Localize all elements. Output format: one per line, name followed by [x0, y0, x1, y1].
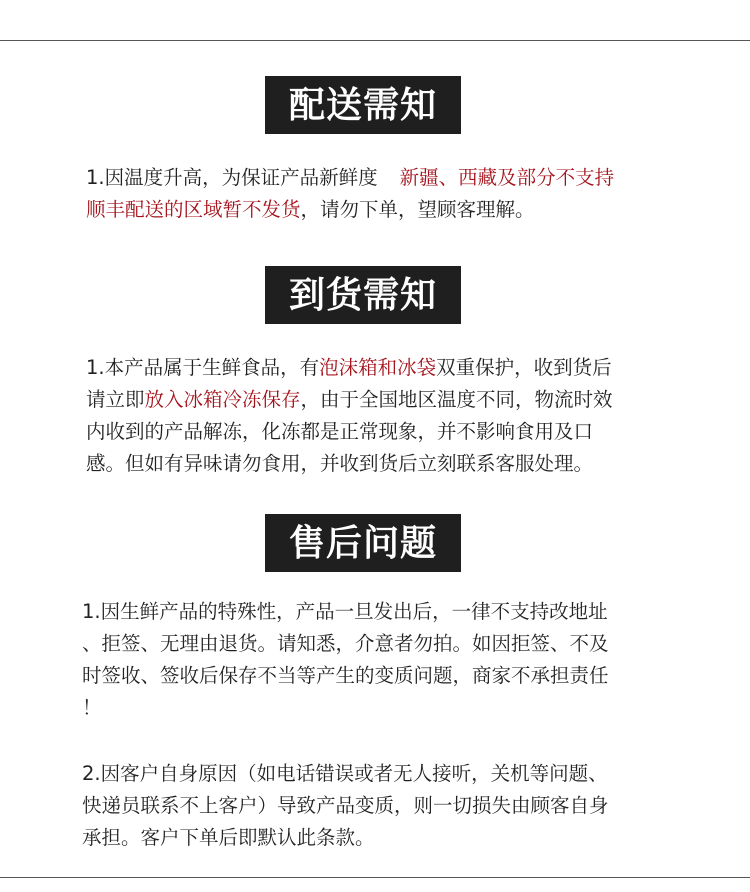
- after-sales-paragraph-2: [82, 758, 609, 854]
- paragraph-line: [86, 194, 614, 226]
- text-segment: ，请勿下单，望顾客理解。: [300, 198, 535, 221]
- text-segment: 双重保护，收到货后: [436, 356, 612, 379]
- paragraph-line: [86, 162, 614, 194]
- text-segment: ，由于全国地区温度不同，物流时效: [300, 388, 613, 411]
- text-segment: 请立即: [86, 388, 145, 411]
- delivery-notice-heading: 配送需知: [265, 76, 461, 134]
- paragraph-line: 内收到的产品解冻，化冻都是正常现象，并不影响食用及口: [86, 420, 594, 443]
- highlight-text: 新疆、西藏及部分不支持: [399, 166, 615, 189]
- arrival-notice-paragraph: [86, 352, 613, 480]
- paragraph-line: [86, 352, 613, 384]
- highlight-text: 放入冰箱冷冻保存: [144, 388, 301, 411]
- text-segment: 1.本产品属于生鲜食品，有: [86, 356, 320, 379]
- text-segment: 1.因温度升高，为保证产品新鲜度: [86, 166, 378, 189]
- paragraph-line: 时签收、签收后保存不当等产生的变质问题，商家不承担责任: [82, 664, 609, 687]
- paragraph-line: ！: [82, 696, 102, 719]
- after-sales-heading: 售后问题: [265, 514, 461, 572]
- paragraph-line: 承担。客户下单后即默认此条款。: [82, 826, 375, 849]
- paragraph-line: 感。但如有异味请勿食用，并收到货后立刻联系客服处理。: [86, 452, 594, 475]
- arrival-notice-heading: 到货需知: [265, 266, 461, 324]
- paragraph-line: [86, 384, 613, 416]
- top-divider: [0, 40, 750, 41]
- highlight-text: 泡沫箱和冰袋: [319, 356, 437, 379]
- paragraph-line: 2.因客户自身原因（如电话错误或者无人接听，关机等问题、: [82, 762, 608, 785]
- delivery-notice-paragraph: [86, 162, 614, 226]
- highlight-text: 顺丰配送的区域暂不发货: [86, 198, 301, 221]
- paragraph-line: 1.因生鲜产品的特殊性，产品一旦发出后，一律不支持改地址: [82, 600, 608, 623]
- paragraph-line: 快递员联系不上客户）导致产品变质，则一切损失由顾客自身: [82, 794, 609, 817]
- paragraph-line: 、拒签、无理由退货。请知悉，介意者勿拍。如因拒签、不及: [82, 632, 609, 655]
- after-sales-paragraph-1: [82, 596, 609, 724]
- bottom-divider: [0, 877, 750, 878]
